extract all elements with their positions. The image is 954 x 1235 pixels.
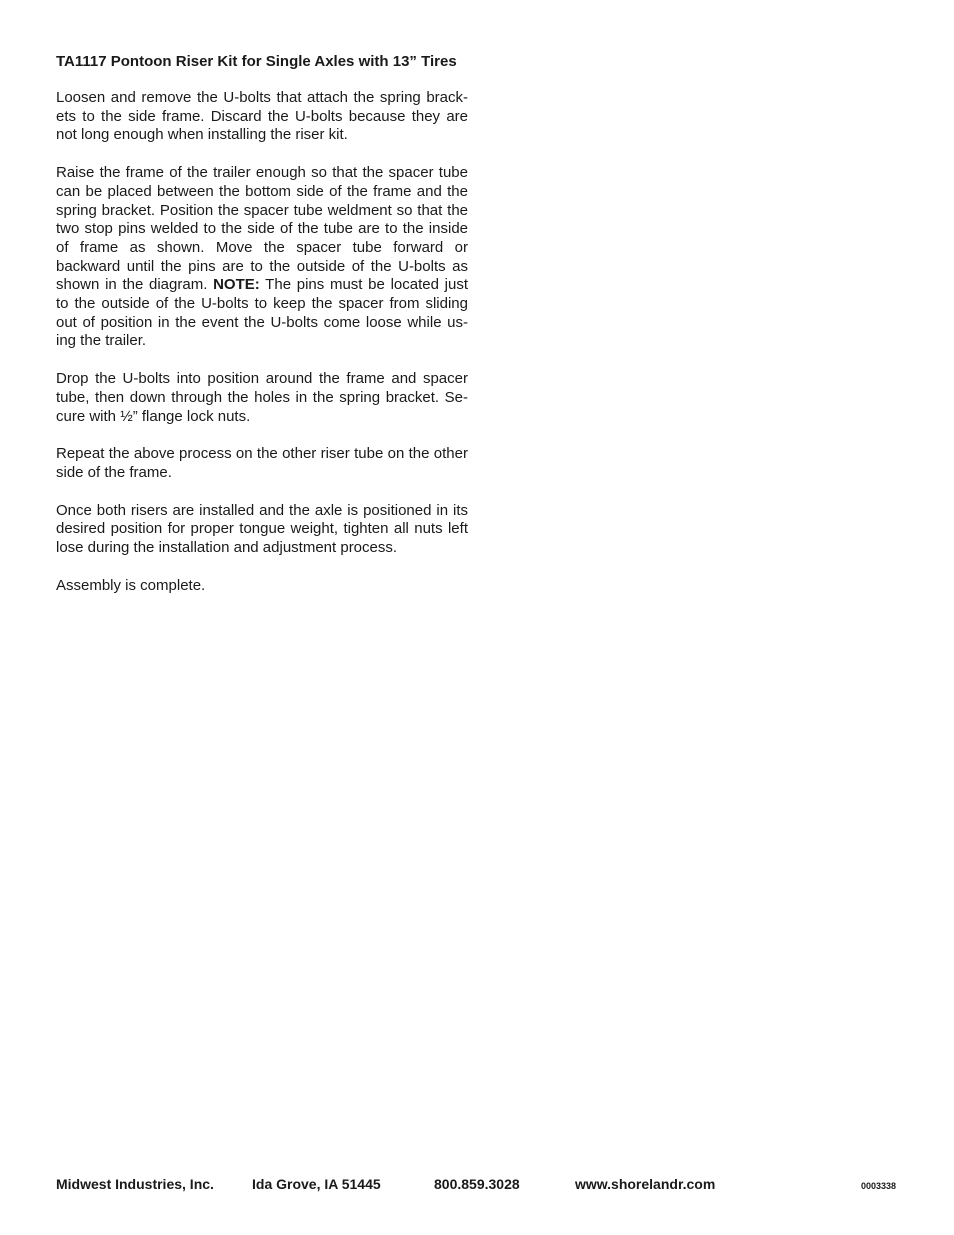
step-position-spacer-text: Raise the frame of the trailer enough so that the spacer tube can be placed between the bottom side of the frame and the spring bracket. Position the spacer tube weldment so that the two stop pins welded to the side of the tube are to the inside of frame as shown. Move the spacer tube forward or backward until the pins are to the outside of the U-bolts as shown in the diagram. [56,164,468,294]
instructions-column [56,52,468,614]
note-text: The pins must be located just to the outside of the U-bolts to keep the spacer from sliding out of position in the event the U-bolts come loose while us-ing the trailer. [56,276,468,350]
step-remove-ubolts: Loosen and remove the U-bolts that attach the spring brack-ets to the side frame. Discard the U-bolts because they are not long enough when installing the riser kit. [56,89,468,144]
page-footer [0,1175,954,1195]
footer-doc-code: 0003338 [861,1181,897,1191]
step-install-ubolts: Drop the U-bolts into position around the frame and spacer tube, then down through the holes in the spring bracket. Se-cure with ½” flange lock nuts. [56,370,468,425]
step-complete: Assembly is complete. [56,576,206,594]
document-title: TA1117 Pontoon Riser Kit for Single Axles with 13” Tires [56,53,457,70]
note-label: NOTE: [213,276,260,294]
footer-company: Midwest Industries, Inc. [56,1176,214,1192]
footer-location: Ida Grove, IA 51445 [252,1176,381,1192]
step-tighten-nuts: Once both risers are installed and the axle is positioned in its desired position for proper tongue weight, tighten all nuts left lose during the installation and adjustment process. [56,501,468,557]
footer-website: www.shorelandr.com [575,1176,716,1192]
footer-phone: 800.859.3028 [434,1176,520,1192]
step-position-spacer [56,164,468,351]
step-repeat-other-side: Repeat the above process on the other riser tube on the other side of the frame. [56,445,468,481]
